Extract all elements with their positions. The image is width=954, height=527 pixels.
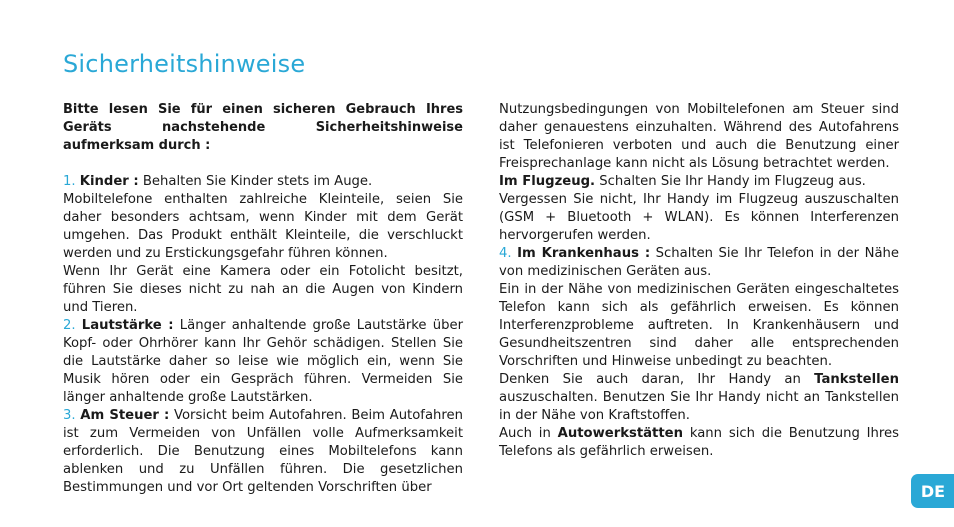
section-lead: Schalten Sie Ihr Telefon in der Nähe von medizinischen Geräten aus. xyxy=(499,246,899,279)
section-steuer-continued: Nutzungsbedingungen von Mobiltelefonen am Steuer sind daher genauestens einzuhalten. Während des Autofahrens ist Telefonieren verboten und auch die Benutzung einer Freisprechanlage kann nicht als Lösung betrachtet werden. xyxy=(499,102,899,171)
left-column xyxy=(63,101,463,497)
paragraph xyxy=(499,371,899,425)
section-heading: Im Krankenhaus : xyxy=(517,246,651,261)
section-text: Länger anhaltende große Lautstärke über Kopf- oder Ohrhörer kann Ihr Gehör schädigen. Stellen Sie die Lautstärke daher so leise wie möglich ein, wenn Sie Musik hören oder ein Gespräch führen. Vermeiden Sie länger anhaltende große Lautstärken. xyxy=(63,318,463,405)
paragraph: Mobiltelefone enthalten zahlreiche Kleinteile, seien Sie daher besonders achtsam, wenn Kinder mit dem Gerät umgehen. Das Produkt enthält Kleinteile, die verschluckt werden und zu Erstickungsgefahr führen können. xyxy=(63,192,463,261)
text-span: auszuschalten. Benutzen Sie Ihr Handy nicht an Tankstellen in der Nähe von Kraftstoffen. xyxy=(499,390,899,423)
section-flugzeug-lead xyxy=(499,173,899,191)
paragraph: Vergessen Sie nicht, Ihr Handy im Flugzeug auszuschalten (GSM + Bluetooth + WLAN). Es können Interferenzen hervorgerufen werden. xyxy=(499,192,899,243)
section-heading: Am Steuer : xyxy=(80,408,170,423)
section-text: Vorsicht beim Autofahren. Beim Autofahren ist zum Vermeiden von Unfällen volle Aufmerksamkeit erforderlich. Die Benutzung eines Mobiltelefons kann ablenken und zu Unfällen führen. Die gesetzlichen Bestimmungen und vor Ort geltenden Vorschriften über xyxy=(63,408,463,495)
section-number: 2. xyxy=(63,318,76,333)
paragraph: Ein in der Nähe von medizinischen Geräten eingeschaltetes Telefon kann sich als gefährlich erweisen. Es können Interferenzprobleme auftreten. In Krankenhäusern und Gesundheitszentren sind daher alle entsprechenden Vorschriften und Hinweise unbedingt zu beachten. xyxy=(499,282,899,369)
language-badge: DE xyxy=(911,474,954,508)
section-lead: Schalten Sie Ihr Handy im Flugzeug aus. xyxy=(595,174,866,189)
text-span: Denken Sie auch daran, Ihr Handy an xyxy=(499,372,815,387)
intro-text: Bitte lesen Sie für einen sicheren Gebrauch Ihres Geräts nachstehende Sicherheitshinweise aufmerksam durch : xyxy=(63,102,463,153)
section-heading: Lautstärke : xyxy=(81,318,174,333)
paragraph xyxy=(499,425,899,461)
emphasis: Autowerkstätten xyxy=(557,426,683,441)
section-number: 3. xyxy=(63,408,76,423)
section-heading: Im Flugzeug. xyxy=(499,174,596,189)
emphasis: Tankstellen xyxy=(814,372,899,387)
section-lead: Behalten Sie Kinder stets im Auge. xyxy=(138,174,373,189)
section-number: 1. xyxy=(63,174,76,189)
section-steuer xyxy=(63,407,463,497)
section-heading: Kinder : xyxy=(79,174,139,189)
text-span: Auch in xyxy=(499,426,558,441)
text-span: kann sich die Benutzung Ihres Telefons als gefährlich erweisen. xyxy=(499,426,899,459)
page-title: Sicherheitshinweise xyxy=(63,50,306,78)
section-krankenhaus-lead xyxy=(499,245,899,281)
section-kinder-lead xyxy=(63,173,463,191)
paragraph: Wenn Ihr Gerät eine Kamera oder ein Fotolicht besitzt, führen Sie dieses nicht zu nah an die Augen von Kindern und Tieren. xyxy=(63,264,463,315)
section-lautstaerke xyxy=(63,317,463,407)
right-column xyxy=(499,101,899,461)
section-number: 4. xyxy=(499,246,512,261)
